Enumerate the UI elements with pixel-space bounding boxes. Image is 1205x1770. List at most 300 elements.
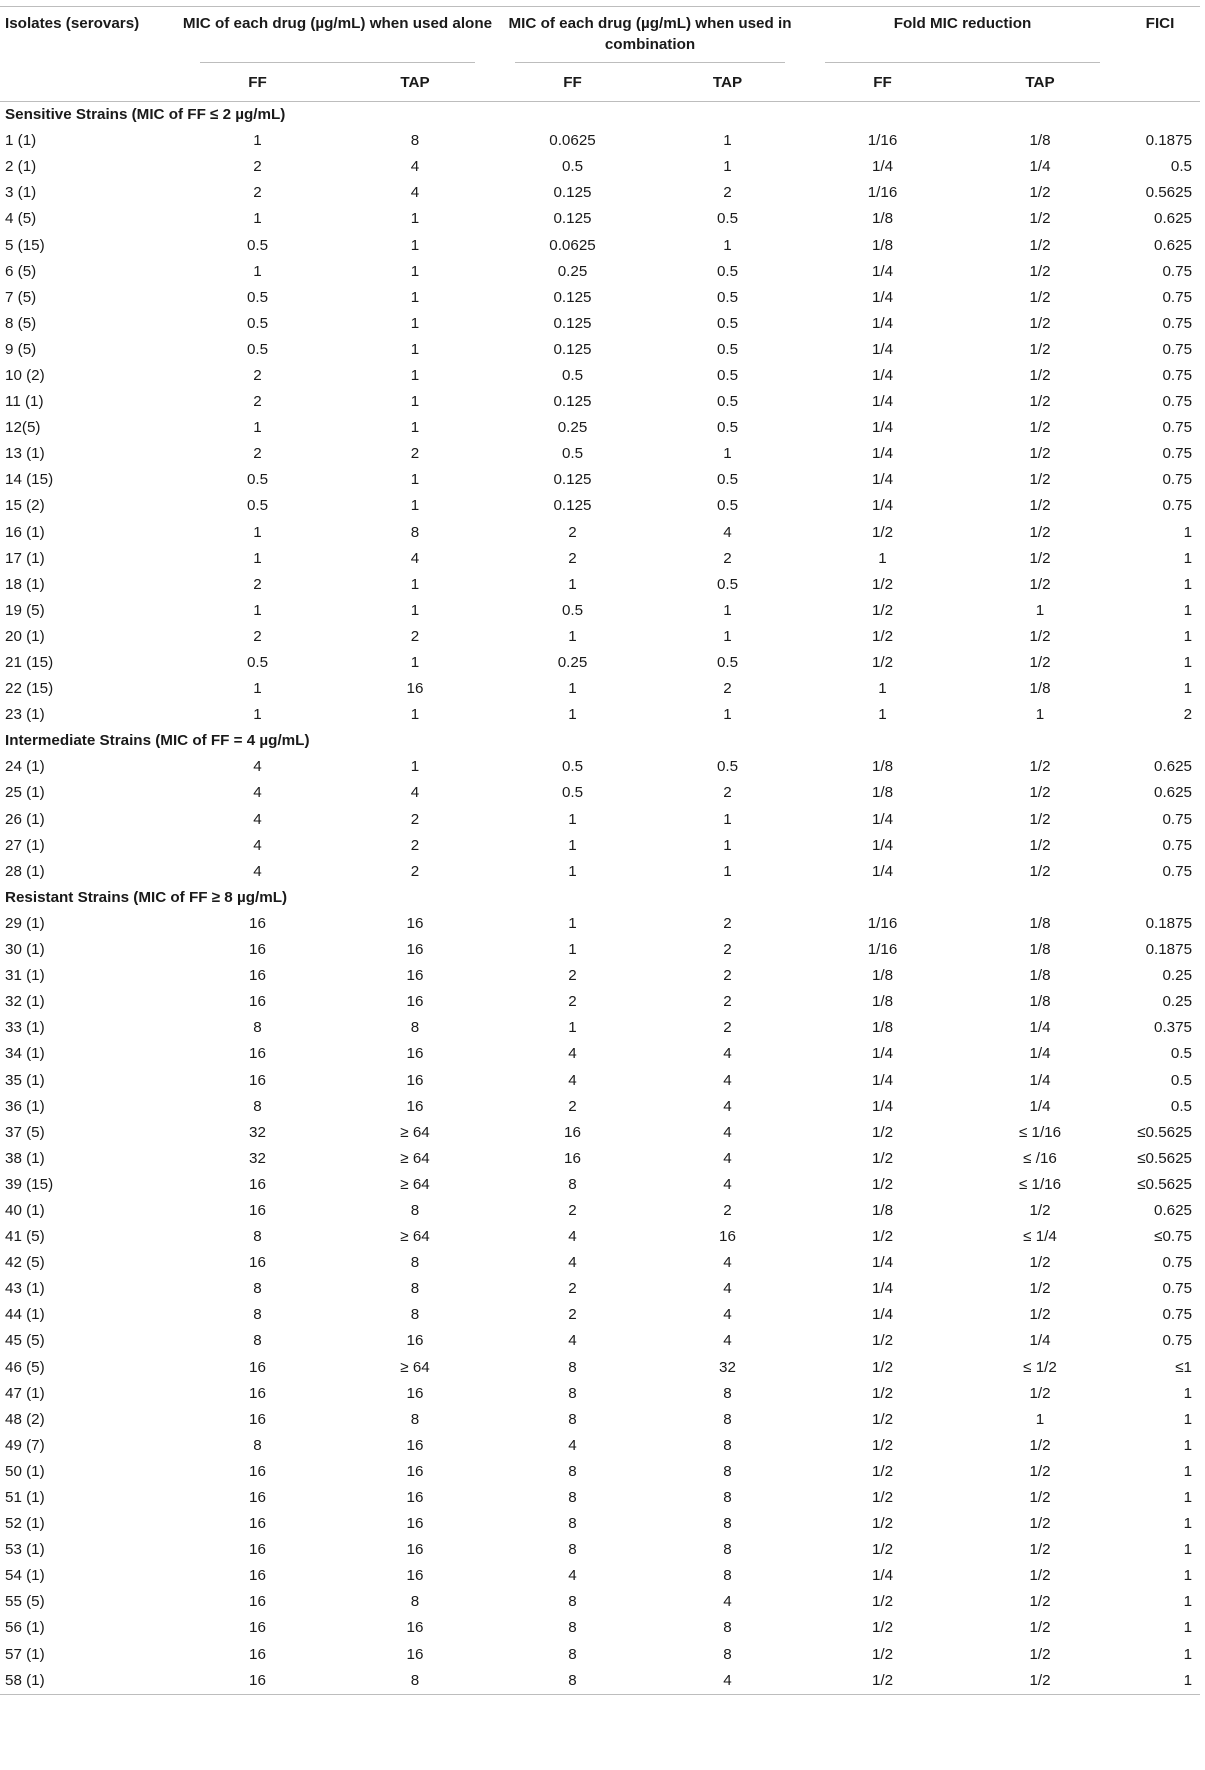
table-row [0,520,1200,546]
fici-cell: 0.75 [1162,393,1193,411]
fold-tap-cell: 1/2 [1029,1541,1051,1559]
alone-ff-cell: 8 [253,1097,262,1115]
alone-tap-cell: 16 [406,1097,424,1115]
fold-ff-cell: 1/4 [871,862,894,880]
table-row [0,1381,1200,1407]
combo-ff-cell: 4 [568,1071,577,1089]
table-row [0,1276,1200,1302]
fici-cell: 0.75 [1162,445,1193,463]
alone-tap-cell: ≥ 64 [400,1175,430,1193]
table-row [0,1250,1200,1276]
fold-ff-cell: 1/2 [871,1489,894,1507]
combo-ff-cell: 0.125 [553,340,592,358]
fold-tap-cell: 1/2 [1029,836,1051,854]
fici-cell: 0.625 [1154,784,1193,802]
isolate-cell: 19 (5) [5,601,45,619]
isolate-cell: 1 (1) [5,132,37,150]
fici-cell: ≤0.5625 [1137,1149,1193,1167]
combo-tap-cell: 0.5 [716,497,739,515]
combo-ff-cell: 8 [568,1358,577,1376]
alone-ff-cell: 1 [253,210,262,228]
combo-tap-cell: 4 [723,1332,732,1350]
alone-ff-cell: 16 [249,1384,266,1402]
table-row [0,1041,1200,1067]
fold-ff-cell: 1/4 [871,314,894,332]
isolate-cell: 58 (1) [0,1668,180,1695]
combo-ff-cell: 8 [568,1541,577,1559]
isolate-cell: 16 (1) [5,523,45,541]
combo-ff-cell: 1 [568,627,577,645]
fici-cell: 1 [1183,680,1193,698]
combo-ff-cell: 2 [568,1201,577,1219]
combo-ff-cell: 4 [568,1332,577,1350]
combo-ff-cell: 0.5 [561,445,584,463]
table-row [0,154,1200,180]
fici-cell: 0.5 [1170,158,1193,176]
fold-tap-cell: ≤ /16 [1023,1149,1057,1167]
combo-tap-cell: 8 [723,1436,732,1454]
section-header-row [0,102,1200,129]
isolate-cell: 30 (1) [5,941,45,959]
combo-tap-cell: 8 [723,1384,732,1402]
isolate-cell: 17 (1) [5,549,45,567]
fici-cell: 0.75 [1162,366,1193,384]
combo-tap-cell: 0.5 [716,758,739,776]
isolate-cell: 28 (1) [5,862,45,880]
fici-cell: 0.75 [1162,288,1193,306]
fici-cell: 0.625 [1154,1201,1193,1219]
combo-tap-cell: 1 [723,236,732,254]
fold-ff-cell: 1/4 [871,1045,894,1063]
fici-cell: 2 [1183,706,1193,724]
alone-ff-cell: 0.5 [246,288,269,306]
fold-tap-cell: 1/2 [1029,1645,1051,1663]
isolate-cell: 47 (1) [5,1384,45,1402]
fici-cell: 1 [1183,1410,1193,1428]
fold-tap-cell: 1/2 [1029,1462,1051,1480]
fold-tap-cell: 1/2 [1029,627,1051,645]
isolate-cell: 42 (5) [5,1254,45,1272]
fici-cell: 1 [1183,575,1193,593]
alone-tap-cell: 16 [406,967,424,985]
isolate-cell: 15 (2) [5,497,45,515]
fici-cell: 0.75 [1162,836,1193,854]
isolate-cell: 4 (5) [5,210,37,228]
header-group-fold-reduction: Fold MIC reduction [805,7,1120,63]
table-row [0,1198,1200,1224]
alone-ff-cell: 16 [249,1175,266,1193]
alone-ff-cell: 4 [253,784,262,802]
table-row [0,1589,1200,1615]
fold-tap-cell: 1/2 [1029,549,1051,567]
combo-tap-cell: 1 [723,158,732,176]
alone-tap-cell: 16 [406,1645,424,1663]
fold-ff-cell: 1/8 [871,758,894,776]
alone-tap-cell: 1 [410,706,420,724]
fold-ff-cell: 1/4 [871,1097,894,1115]
header-group-alone: MIC of each drug (µg/mL) when used alone [180,7,495,63]
alone-ff-cell: 2 [253,158,262,176]
combo-ff-cell: 8 [568,1593,577,1611]
fici-cell: 1 [1183,601,1193,619]
isolate-cell: 12(5) [5,419,41,437]
fici-cell: 0.75 [1162,1280,1193,1298]
alone-ff-cell: 2 [253,184,262,202]
alone-tap-cell: 16 [406,1071,424,1089]
combo-tap-cell: 16 [719,1228,736,1246]
table-row [0,598,1200,624]
fold-ff-cell: 1/4 [871,288,894,306]
fold-tap-cell: 1/2 [1029,471,1051,489]
fold-tap-cell: 1/4 [1029,1045,1051,1063]
combo-tap-cell: 1 [723,601,732,619]
combo-ff-cell: 1 [568,706,577,724]
combo-ff-cell: 0.5 [561,784,584,802]
isolate-cell: 18 (1) [5,575,45,593]
isolate-cell: 27 (1) [5,836,45,854]
fold-ff-cell: 1/8 [871,210,894,228]
header-fici: FICI [1145,15,1175,32]
alone-ff-cell: 1 [253,523,262,541]
isolate-cell: 31 (1) [5,967,45,985]
table-row [0,285,1200,311]
combo-ff-cell: 16 [564,1123,581,1141]
fold-tap-cell: 1/2 [1029,340,1051,358]
combo-tap-cell: 2 [723,914,732,932]
table-row [0,1615,1200,1641]
fold-ff-cell: 1/4 [871,445,894,463]
fici-cell: 1 [1183,654,1193,672]
combo-tap-cell: 0.5 [716,654,739,672]
combo-tap-cell: 0.5 [716,288,739,306]
alone-tap-cell: ≥ 64 [400,1123,430,1141]
combo-ff-cell: 2 [568,1280,577,1298]
alone-ff-cell: 16 [249,914,266,932]
combo-tap-cell: 4 [723,1123,732,1141]
table-row [0,780,1200,806]
combo-ff-cell: 0.125 [553,314,592,332]
combo-tap-cell: 0.5 [716,262,739,280]
isolate-cell: 8 (5) [5,314,37,332]
alone-ff-cell: 0.5 [246,471,269,489]
table-row [0,1433,1200,1459]
combo-ff-cell: 1 [568,810,577,828]
combo-ff-cell: 1 [568,836,577,854]
fici-cell: ≤0.5625 [1137,1175,1193,1193]
combo-ff-cell: 0.125 [553,471,592,489]
fold-ff-cell: 1/4 [871,497,894,515]
alone-tap-cell: 8 [410,1593,420,1611]
alone-tap-cell: 16 [406,680,424,698]
table-row [0,259,1200,285]
fold-tap-cell: 1/2 [1029,1515,1051,1533]
combo-ff-cell: 8 [568,1384,577,1402]
header-combo-tap: TAP [712,73,743,91]
combo-ff-cell: 8 [568,1619,577,1637]
combo-ff-cell: 0.125 [553,210,592,228]
fold-ff-cell: 1/8 [871,1019,894,1037]
isolate-cell: 51 (1) [5,1489,45,1507]
combo-ff-cell: 4 [568,1254,577,1272]
table-row [0,937,1200,963]
fold-tap-cell: 1/2 [1029,497,1051,515]
combo-tap-cell: 4 [723,1593,732,1611]
combo-ff-cell: 2 [568,549,577,567]
isolate-cell: 14 (15) [5,471,54,489]
isolate-cell: 3 (1) [5,184,37,202]
table-row [0,1172,1200,1198]
alone-ff-cell: 2 [253,393,262,411]
alone-tap-cell: 4 [410,184,420,202]
fold-tap-cell: 1/2 [1029,758,1051,776]
table-row [0,206,1200,232]
fold-ff-cell: 1/4 [871,393,894,411]
alone-tap-cell: 1 [410,314,420,332]
combo-ff-cell: 0.125 [553,497,592,515]
combo-ff-cell: 1 [568,941,577,959]
alone-ff-cell: 2 [253,366,262,384]
alone-ff-cell: 1 [253,132,262,150]
combo-tap-cell: 1 [723,132,732,150]
alone-ff-cell: 2 [253,445,262,463]
fold-tap-cell: 1/2 [1029,1436,1051,1454]
fici-cell: 0.625 [1154,210,1193,228]
combo-ff-cell: 2 [568,523,577,541]
fici-cell: 0.1875 [1145,914,1193,932]
isolate-cell: 35 (1) [5,1071,45,1089]
fici-cell: 0.75 [1162,340,1193,358]
table-row [0,754,1200,780]
fici-cell: 0.1875 [1145,132,1193,150]
fold-tap-cell: 1/4 [1029,1071,1051,1089]
isolate-cell: 20 (1) [5,627,45,645]
fold-tap-cell: 1/2 [1029,393,1051,411]
alone-tap-cell: 16 [406,1541,424,1559]
combo-tap-cell: 1 [723,862,732,880]
alone-tap-cell: 16 [406,914,424,932]
header-fold-tap: TAP [1025,73,1055,91]
combo-ff-cell: 1 [568,1019,577,1037]
combo-tap-cell: 8 [723,1489,732,1507]
alone-ff-cell: 16 [249,1645,266,1663]
table-row [0,807,1200,833]
isolate-cell: 54 (1) [5,1567,45,1585]
fold-ff-cell: 1 [878,680,887,698]
fold-tap-cell: 1/2 [1029,184,1051,202]
table-row [0,546,1200,572]
combo-ff-cell: 16 [564,1149,581,1167]
alone-tap-cell: 1 [410,419,420,437]
table-row [0,572,1200,598]
isolate-cell: 10 (2) [5,366,45,384]
isolate-cell: 45 (5) [5,1332,45,1350]
combo-tap-cell: 32 [719,1358,736,1376]
header-group-combination: MIC of each drug (µg/mL) when used in combination [495,7,805,63]
fici-cell: 0.5 [1170,1045,1193,1063]
fici-cell: 0.625 [1154,758,1193,776]
combo-ff-cell: 4 [568,1228,577,1246]
combo-ff-cell: 0.5 [561,601,584,619]
fici-cell: 1 [1183,627,1193,645]
alone-tap-cell: 16 [406,1384,424,1402]
alone-tap-cell: 16 [406,1332,424,1350]
combo-tap-cell: 2 [723,784,732,802]
fici-cell: 0.5625 [1145,184,1193,202]
combo-ff-cell: 0.5 [561,158,584,176]
alone-tap-cell: 16 [406,1436,424,1454]
combo-ff-cell: 8 [495,1668,650,1695]
combo-ff-cell: 4 [568,1567,577,1585]
table-row [0,493,1200,519]
alone-ff-cell: 16 [249,1254,266,1272]
table-header [0,7,1200,102]
alone-tap-cell: ≥ 64 [400,1228,430,1246]
combo-tap-cell: 4 [723,523,732,541]
combo-ff-cell: 0.25 [557,654,588,672]
header-spacer [0,63,180,102]
fold-tap-cell: 1/2 [1029,445,1051,463]
combo-ff-cell: 8 [568,1645,577,1663]
fici-cell: 0.25 [1162,967,1193,985]
combo-tap-cell: 1 [723,445,732,463]
table-row [0,1563,1200,1589]
alone-tap-cell: ≥ 64 [400,1358,430,1376]
isolate-cell: 36 (1) [5,1097,45,1115]
fold-ff-cell: 1/16 [867,914,898,932]
isolate-cell: 32 (1) [5,993,45,1011]
combo-tap-cell: 0.5 [716,366,739,384]
fici-cell: 0.75 [1162,497,1193,515]
table-row [0,963,1200,989]
combo-tap-cell: 1 [723,836,732,854]
alone-ff-cell: 16 [249,1201,266,1219]
fold-ff-cell: 1 [878,549,887,567]
alone-ff-cell: 16 [249,1541,266,1559]
combo-ff-cell: 0.0625 [549,236,596,254]
fici-cell: 0.75 [1162,1306,1193,1324]
fici-cell: 1 [1183,523,1193,541]
alone-tap-cell: 1 [410,366,420,384]
alone-ff-cell: 0.5 [246,654,269,672]
alone-tap-cell: 16 [406,1619,424,1637]
fold-tap-cell: ≤ 1/16 [1018,1175,1062,1193]
combo-tap-cell: 8 [723,1645,732,1663]
header-alone-ff: FF [248,73,267,91]
fold-ff-cell: 1/4 [871,836,894,854]
table-row [0,1642,1200,1668]
alone-ff-cell: 16 [249,1515,266,1533]
fici-cell: 0.75 [1162,471,1193,489]
combo-tap-cell: 0.5 [716,471,739,489]
combo-ff-cell: 1 [568,575,577,593]
combo-ff-cell: 8 [568,1175,577,1193]
fici-cell: 0.75 [1162,1332,1193,1350]
fold-ff-cell: 1/2 [871,1645,894,1663]
combo-ff-cell: 0.5 [561,758,584,776]
isolate-cell: 57 (1) [5,1645,45,1663]
combo-tap-cell: 2 [723,184,732,202]
alone-tap-cell: 1 [410,758,420,776]
fici-cell: 0.375 [1154,1019,1193,1037]
isolate-cell: 53 (1) [5,1541,45,1559]
section-header-row [0,885,1200,911]
fold-tap-cell: 1/8 [1029,680,1051,698]
isolate-cell: 22 (15) [5,680,54,698]
alone-ff-cell: 32 [249,1123,266,1141]
fold-tap-cell: 1/8 [1029,914,1051,932]
alone-tap-cell: 8 [410,523,420,541]
alone-tap-cell: 8 [410,1019,420,1037]
fold-ff-cell: 1/2 [871,1332,894,1350]
fold-tap-cell: 1/4 [1029,158,1051,176]
isolate-cell: 33 (1) [5,1019,45,1037]
isolate-cell: 41 (5) [5,1228,45,1246]
alone-tap-cell: 8 [410,132,420,150]
fold-ff-cell: 1/2 [871,1515,894,1533]
alone-ff-cell: 16 [249,1619,266,1637]
combo-ff-cell: 2 [568,993,577,1011]
alone-ff-cell: 4 [253,758,262,776]
alone-ff-cell: 1 [253,262,262,280]
fold-tap-cell: 1/2 [1029,262,1051,280]
fold-ff-cell: 1/2 [871,1123,894,1141]
fold-ff-cell: 1/16 [867,941,898,959]
combo-tap-cell: 2 [723,1019,732,1037]
alone-tap-cell: 8 [410,1280,420,1298]
fold-tap-cell: 1/4 [1029,1332,1051,1350]
alone-ff-cell: 4 [253,862,262,880]
alone-ff-cell: 8 [253,1019,262,1037]
alone-tap-cell: 1 [410,601,420,619]
fold-tap-cell: 1/2 [960,1668,1120,1695]
table-row [0,180,1200,206]
alone-tap-cell: 16 [406,993,424,1011]
alone-ff-cell: 1 [253,680,262,698]
section-title: Intermediate Strains (MIC of FF = 4 µg/mL) [5,732,310,750]
table-row [0,859,1200,885]
alone-ff-cell: 4 [253,810,262,828]
isolate-cell: 50 (1) [5,1462,45,1480]
fici-cell: 1 [1183,1489,1193,1507]
section-title: Sensitive Strains (MIC of FF ≤ 2 µg/mL) [5,106,286,124]
combo-tap-cell: 0.5 [716,393,739,411]
fold-tap-cell: 1/2 [1029,1254,1051,1272]
fold-ff-cell: 1/2 [871,523,894,541]
isolate-cell: 23 (1) [5,706,45,724]
fold-tap-cell: 1/2 [1029,1489,1051,1507]
fold-tap-cell: 1 [1035,1410,1045,1428]
fold-ff-cell: 1/8 [871,236,894,254]
isolate-cell: 38 (1) [5,1149,45,1167]
fold-tap-cell: 1 [1035,706,1045,724]
isolate-cell: 29 (1) [5,914,45,932]
combo-tap-cell: 4 [723,1280,732,1298]
table-row [0,441,1200,467]
table-row [0,1015,1200,1041]
alone-ff-cell: 0.5 [246,314,269,332]
fici-cell: 0.75 [1162,419,1193,437]
fold-ff-cell: 1/16 [867,132,898,150]
combo-tap-cell: 1 [723,810,732,828]
alone-tap-cell: 4 [410,784,420,802]
fold-ff-cell: 1/2 [805,1668,960,1695]
combo-tap-cell: 4 [723,1045,732,1063]
isolate-cell: 56 (1) [5,1619,45,1637]
fici-cell: 1 [1183,1593,1193,1611]
alone-tap-cell: 1 [410,236,420,254]
combo-ff-cell: 4 [568,1045,577,1063]
alone-tap-cell: 8 [410,1254,420,1272]
